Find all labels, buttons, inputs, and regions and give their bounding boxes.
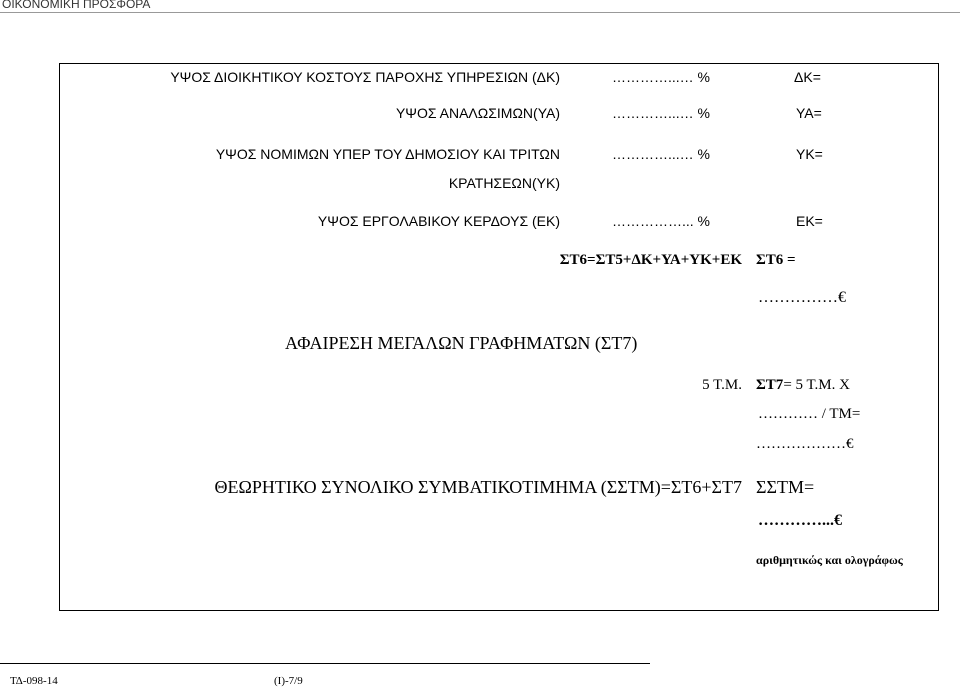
st7-title: ΑΦΑΙΡΕΣΗ ΜΕΓΑΛΩΝ ΓΡΑΦΗΜΑΤΩΝ (ΣΤ7) — [285, 333, 638, 353]
ya-label: ΥΨΟΣ ΑΝΑΛΩΣΙΜΩΝ(ΥΑ) — [395, 105, 560, 121]
footer-page-number: (Ι)-7/9 — [274, 675, 303, 687]
st6-formula: ΣΤ6=ΣΤ5+ΔΚ+ΥΑ+ΥΚ+ΕΚ — [559, 252, 742, 268]
footer-divider — [0, 663, 650, 664]
st7-price-per-tm-field[interactable]: ………… / ΤΜ= — [758, 406, 861, 422]
yk-code: ΥΚ= — [796, 146, 823, 162]
sstm-label: ΣΣΤΜ= — [756, 477, 815, 497]
st7-units: 5 Τ.Μ. — [702, 377, 742, 393]
ek-label: ΥΨΟΣ ΕΡΓΟΛΑΒΙΚΟΥ ΚΕΡΔΟΥΣ (ΕΚ) — [317, 213, 560, 229]
sstm-note: αριθμητικώς και ολογράφως — [756, 553, 903, 567]
ya-percent-field[interactable]: …………...… % — [612, 105, 711, 121]
ya-code: ΥΑ= — [796, 105, 822, 121]
yk-label-line1: ΥΨΟΣ ΝΟΜΙΜΩΝ ΥΠΕΡ ΤΟΥ ΔΗΜΟΣΙΟΥ ΚΑΙ ΤΡΙΤΩΝ — [215, 146, 560, 162]
page-header-title: ΟΙΚΟΝΟΜΙΚΗ ΠΡΟΣΦΟΡΑ — [2, 0, 151, 11]
footer-code: ΤΔ-098-14 — [10, 675, 58, 687]
yk-percent-field[interactable]: …………...… % — [612, 146, 711, 162]
yk-label-line2: ΚΡΑΤΗΣΕΩΝ(ΥΚ) — [448, 175, 560, 191]
header-divider — [0, 12, 960, 13]
st7-formula-rest: = 5 Τ.Μ. Χ — [783, 377, 850, 393]
ek-code: ΕΚ= — [796, 213, 823, 229]
st6-value-field[interactable]: ……………€ — [758, 289, 846, 306]
dk-label: ΥΨΟΣ ΔΙΟΙΚΗΤΙΚΟΥ ΚΟΣΤΟΥΣ ΠΑΡΟΧΗΣ ΥΠΗΡΕΣΙΩΝ (ΔΚ) — [170, 69, 560, 85]
sstm-value-field[interactable]: …………...€ — [758, 512, 842, 529]
st7-formula — [756, 377, 850, 394]
dk-percent-field[interactable]: …………...… % — [612, 69, 711, 85]
st7-formula-code: ΣΤ7 — [756, 377, 784, 393]
ek-percent-field[interactable]: ……………... % — [612, 213, 711, 229]
st7-value-field[interactable]: ………………€ — [756, 436, 854, 452]
st6-label: ΣΤ6 = — [756, 252, 796, 268]
sstm-title: ΘΕΩΡΗΤΙΚΟ ΣΥΝΟΛΙΚΟ ΣΥΜΒΑΤΙΚΟΤΙΜΗΜΑ (ΣΣΤΜ)=ΣΤ6+ΣΤ7 — [214, 477, 742, 497]
dk-code: ΔΚ= — [794, 69, 821, 85]
